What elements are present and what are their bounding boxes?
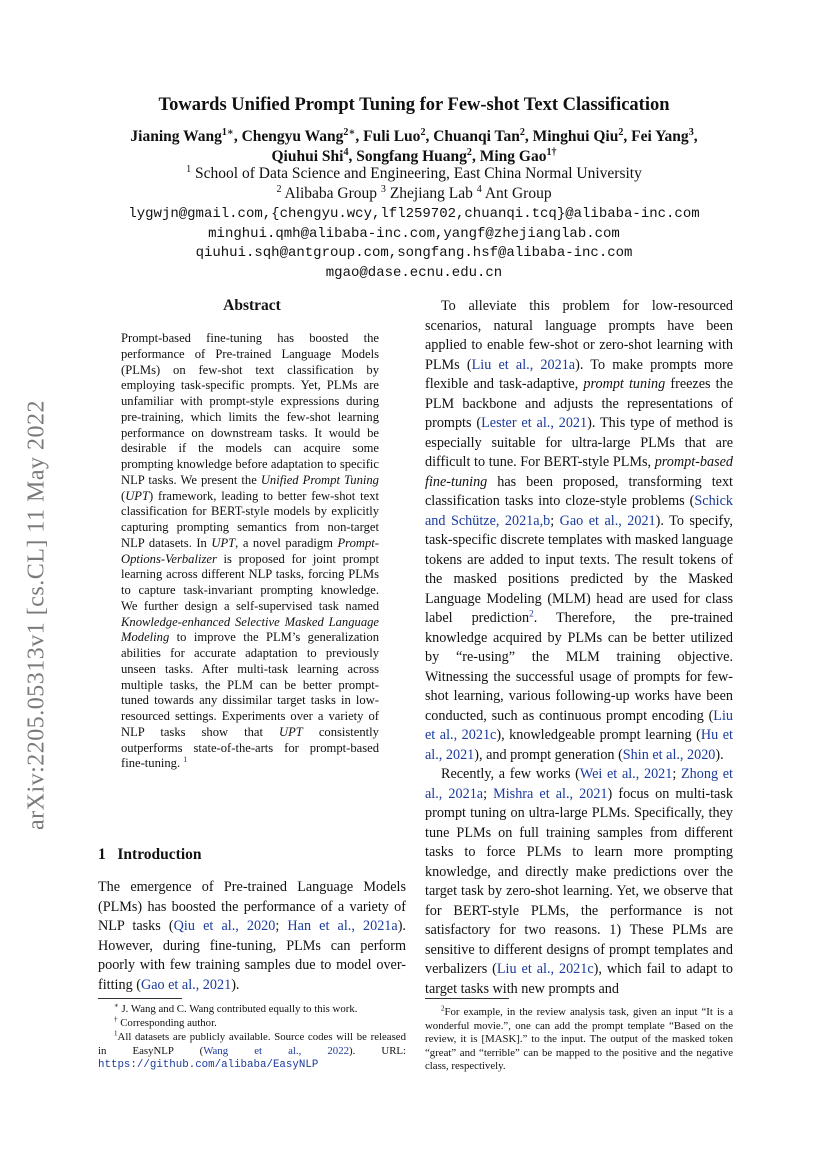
citation-link[interactable]: Liu et al., 2021a [471,356,576,373]
citation-link[interactable]: Zhong et al., 2021a [425,766,733,802]
abstract-text: Prompt-based fine-tuning has boosted the performance of Pre-trained Language Models (PLMs) on few-shot text classification by employing task-specific prompts. Yet, PLMs are unfamiliar with prompt-style expressions during pre-training, which limits the few-shot learning performance on downstream tasks. It would be desirable if the models can acquire some prompting knowledge before adaptation to specific NLP tasks. We present the Unified Prompt Tuning (UPT) framework, leading to better few-shot text classification for BERT-style models by explicitly capturing prompting semantics from non-target NLP datasets. In UPT, a novel paradigm Prompt-Options-Verbalizer is proposed for joint prompt learning across different NLP tasks, forcing PLMs to capture task-invariant prompting knowledge. We further design a self-supervised task named Knowledge-enhanced Selective Masked Language Modeling to improve the PLM’s generalization abilities for accurate adaptation to previously unseen tasks. After multi-task learning across multiple tasks, the PLM can be better prompt-tuned towards any dissimilar target tasks in low-resourced settings. Experiments over a variety of NLP tasks show that UPT consistently outperforms state-of-the-arts for prompt-based fine-tuning. $^1$ [121,331,379,771]
citation-link[interactable]: Lester et al., 2021 [481,415,588,431]
citation-link[interactable]: Mishra et al., 2021 [493,785,608,802]
footnote-corresponding-author: † Corresponding author. [114,1014,217,1029]
email-line: minghui.qmh@alibaba-inc.com,yangf@zhejianglab.com [208,225,620,242]
email-line: qiuhui.sqh@antgroup.com,songfang.hsf@alibaba-inc.com [195,245,633,261]
citation-link[interactable]: Gao et al., 2021 [140,976,232,993]
footnote-dataset: $^1$All datasets are publicly available. Source codes will be released in EasyNLP (Wang et al., 2022). URL: https://github.com/alibaba/EasyNLP [98,1029,406,1071]
abstract-heading: Abstract [223,297,281,314]
footnote-example: $^2$For example, in the review analysis task, given an input “It is a wonderful movie.”, one can add the prompt template “Based on the review, it is [MASK].” to the input. The output of the masked token “great” and “terrible” can be mapped to the positive and the negative class, respectively. [425,1004,733,1072]
author-emails [60,205,768,283]
arxiv-identifier: arXiv:2205.05313v1 [cs.CL] 11 May 2022 [23,399,50,831]
affiliation-2: $^2$ Alibaba Group $^3$ Zhejiang Lab $^4$ Ant Group [276,183,552,202]
right-column-text [425,297,733,999]
citation-link[interactable]: Shin et al., 2020 [622,746,716,763]
citation-link[interactable]: Liu et al., 2021c [496,961,594,977]
paper-title: Towards Unified Prompt Tuning for Few-shot Text Classification [158,95,670,115]
footnotes-left [98,1003,406,1073]
citation-link[interactable]: Liu et al., 2021c [425,707,733,743]
authors-line-2: Qiuhui Shi$^4$, Songfang Huang$^2$, Ming Gao$^{1\dagger}$ [271,146,557,165]
right-paragraph-2: Recently, a few works (Wei et al., 2021; Zhong et al., 2021a; Mishra et al., 2021) focus on multi-task prompt tuning on ultra-large PLMs. Specifically, they tune PLMs on full training samples from different tasks to force PLMs to learn more prompting knowledge, and directly make predictions over the target task by zero-shot learning. Yet, we observe that for BERT-style PLMs, the performance is not satisfactory for two reasons. 1) These PLMs are sensitive to different designs of prompt templates and verbalizers (Liu et al., 2021c), which fail to adapt to target tasks with new prompts and [425,766,733,997]
email-line: lygwjn@gmail.com,{chengyu.wcy,lfl259702,chuanqi.tcq}@alibaba-inc.com [128,206,700,222]
footnote-rule-right [425,998,509,999]
citation-link[interactable]: Schick and Schütze, 2021a,b [425,493,733,529]
citation-link[interactable]: Gao et al., 2021 [559,512,656,529]
footnote-equal-contribution: ∗ J. Wang and C. Wang contributed equally to this work. [114,1001,358,1015]
introduction-text [98,878,406,995]
citation-link[interactable]: Han et al., 2021a [287,918,398,934]
right-paragraph-1: To alleviate this problem for low-resourced scenarios, natural language prompts have been applied to enable few-shot or zero-shot learning with PLMs (Liu et al., 2021a). To make prompts more flexible and task-adaptive, prompt tuning freezes the PLM backbone and adjusts the representations of prompts (Lester et al., 2021). This type of method is especially suitable for ultra-large PLMs that are difficult to tune. For BERT-style PLMs, prompt-based fine-tuning has been proposed, transforming text classification tasks into cloze-style problems (Schick and Schütze, 2021a,b; Gao et al., 2021). To specify, task-specific discrete templates with masked language tokens are added to input texts. The result tokens of the masked positions predicted by the Masked Language Modeling (MLM) head are used for class label prediction$^2$. Therefore, the pre-trained knowledge acquired by PLMs can be better utilized by “re-using” the MLM training objective. Witnessing the successful usage of prompts for few-shot learning, various following-up works have been conducted, such as continuous prompt encoding (Liu et al., 2021c), knowledgeable prompt learning (Hu et al., 2021), and prompt generation (Shin et al., 2020). [425,298,733,763]
intro-paragraph: The emergence of Pre-trained Language Models (PLMs) has boosted the performance of a variety of NLP tasks (Qiu et al., 2020; Han et al., 2021a). However, during fine-tuning, PLMs can perform poorly with few training samples due to model over-fitting (Gao et al., 2021). [98,879,406,993]
section-heading-introduction: 1 Introduction [98,846,202,863]
authors-line-1: Jianing Wang$^{1∗}$, Chengyu Wang$^{2∗}$, Fuli Luo$^2$, Chuanqi Tan$^2$, Minghui Qiu$^2$, Fei Yang$^3$, [130,126,698,145]
github-url-link[interactable]: https://github.com/alibaba/EasyNLP [98,1059,319,1071]
citation-link[interactable]: Wei et al., 2021 [579,766,673,782]
arxiv-identifier-sidebar [22,355,52,875]
email-line: mgao@dase.ecnu.edu.cn [325,264,503,281]
citation-link[interactable]: Qiu et al., 2020 [173,918,276,934]
citation-link[interactable]: Wang et al., 2022 [203,1044,349,1057]
citation-link[interactable]: Hu et al., 2021 [425,727,733,763]
author-list [100,127,728,166]
affiliation-1: $^1$ School of Data Science and Engineering, East China Normal University [186,163,642,182]
footnote-rule-left [98,998,182,999]
